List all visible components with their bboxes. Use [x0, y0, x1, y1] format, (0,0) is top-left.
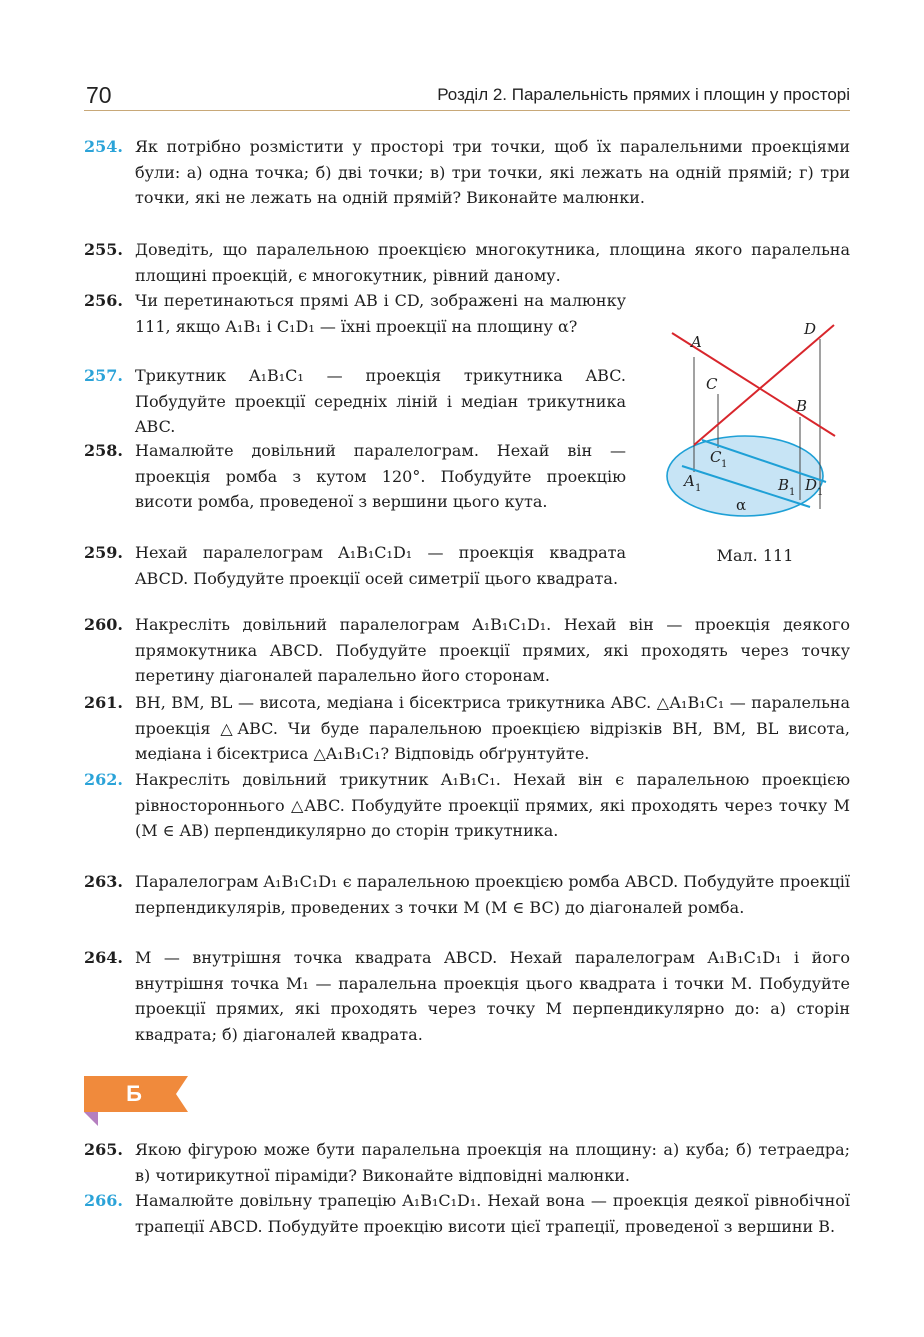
label-c1-sub: 1	[721, 459, 728, 470]
figure-111	[660, 312, 850, 527]
figure-caption: Мал. 111	[716, 546, 794, 565]
problem-264	[84, 945, 850, 1047]
label-d1: D	[805, 476, 818, 494]
problem-number: 263.	[84, 872, 123, 891]
problem-number: 266.	[84, 1191, 123, 1210]
problem-text: M — внутрішня точка квадрата ABCD. Нехай паралелограм A₁B₁C₁D₁ і його внутрішня точка M₁ — паралельна проекція цього квадрата і точки M. Побудуйте проекції прямих, які проходять через точку M перпендикулярно до: а) сторін квадрата; б) діагоналей квадрата.	[135, 948, 850, 1044]
problem-number: 264.	[84, 948, 123, 967]
problem-text: Доведіть, що паралельною проекцією многокутника, площина якого паралельна площині проекцій, є многокутник, рівний даному.	[135, 240, 850, 285]
problem-255	[84, 237, 850, 288]
running-title: Розділ 2. Паралельність прямих і площин у просторі	[437, 85, 850, 104]
problem-text: Як потрібно розмістити у просторі три точки, щоб їх паралельними проекціями були: а) одна точка; б) дві точки; в) три точки, які лежать на одній прямій; г) три точки, які не лежать на одній прямій? Виконайте малюнки.	[135, 137, 850, 208]
problem-number: 260.	[84, 615, 123, 634]
problem-text: Накресліть довільний трикутник A₁B₁C₁. Нехай він є паралельною проекцією рівностороннього △ABC. Побудуйте проекції прямих, які проходять через точку M (M ∈ AB) перпендикулярно до сторін трикутника.	[135, 770, 850, 841]
problem-text: Якою фігурою може бути паралельна проекція на площину: а) куба; б) тетраедра; в) чотирикутної піраміди? Виконайте відповідні малюнки.	[135, 1140, 850, 1185]
label-b: B	[796, 397, 808, 415]
problem-text: BH, BM, BL — висота, медіана і бісектриса трикутника ABC. △A₁B₁C₁ — паралельна проекція △ABC. Чи буде паралельною проекцією відрізків BH, BM, BL висота, медіана і бісектриса △A₁B₁C₁? Відповідь обґрунтуйте.	[135, 693, 850, 764]
page-header	[84, 82, 850, 110]
problem-text: Паралелограм A₁B₁C₁D₁ є паралельною проекцією ромба ABCD. Побудуйте проекції перпендикулярів, проведених з точки M (M ∈ BC) до діагоналей ромба.	[135, 872, 850, 917]
problem-256	[84, 288, 626, 339]
problem-259	[84, 540, 626, 591]
label-b1: B	[778, 476, 790, 494]
problem-text: Намалюйте довільний паралелограм. Нехай він — проекція ромба з кутом 120°. Побудуйте проекцію висоти ромба, проведеної з вершини цього кута.	[135, 441, 626, 512]
label-alpha: α	[736, 496, 747, 514]
label-a1: A	[684, 472, 695, 490]
problem-258	[84, 438, 626, 515]
label-d1-sub: 1	[817, 487, 824, 498]
problem-number: 254.	[84, 137, 123, 156]
problem-260	[84, 612, 850, 689]
problem-number: 256.	[84, 291, 123, 310]
label-c: C	[706, 375, 718, 393]
problem-text: Намалюйте довільну трапецію A₁B₁C₁D₁. Нехай вона — проекція деякої рівнобічної трапеції ABCD. Побудуйте проекцію висоти цієї трапеції, проведеної з вершини B.	[135, 1191, 850, 1236]
page-number: 70	[86, 82, 112, 108]
problem-number: 255.	[84, 240, 123, 259]
label-a1-sub: 1	[695, 483, 702, 494]
problem-text: Накресліть довільний паралелограм A₁B₁C₁D₁. Нехай він — проекція деякого прямокутника ABCD. Побудуйте проекції прямих, які проходять через точку перетину діагоналей паралельно його сторонам.	[135, 615, 850, 686]
problem-261	[84, 690, 850, 767]
problem-263	[84, 869, 850, 920]
problem-262	[84, 767, 850, 844]
problem-number: 261.	[84, 693, 123, 712]
problem-text: Чи перетинаються прямі AB і CD, зображені на малюнку 111, якщо A₁B₁ і C₁D₁ — їхні проекції на площину α?	[135, 291, 626, 336]
header-divider	[84, 110, 850, 111]
section-badge	[84, 1076, 188, 1112]
label-d: D	[804, 320, 817, 338]
badge-letter: Б	[126, 1081, 142, 1106]
problem-text: Трикутник A₁B₁C₁ — проекція трикутника ABC. Побудуйте проекції середніх ліній і медіан трикутника ABC.	[135, 366, 626, 437]
problem-text: Нехай паралелограм A₁B₁C₁D₁ — проекція квадрата ABCD. Побудуйте проекції осей симетрії цього квадрата.	[135, 543, 626, 588]
problem-number: 262.	[84, 770, 123, 789]
problem-257	[84, 363, 626, 440]
problem-254	[84, 134, 850, 211]
label-a: A	[691, 333, 702, 351]
label-b1-sub: 1	[789, 487, 796, 498]
problem-number: 259.	[84, 543, 123, 562]
problem-number: 258.	[84, 441, 123, 460]
problem-number: 257.	[84, 366, 123, 385]
problem-265	[84, 1137, 850, 1188]
problem-number: 265.	[84, 1140, 123, 1159]
problem-266	[84, 1188, 850, 1239]
label-c1: C	[710, 448, 722, 466]
